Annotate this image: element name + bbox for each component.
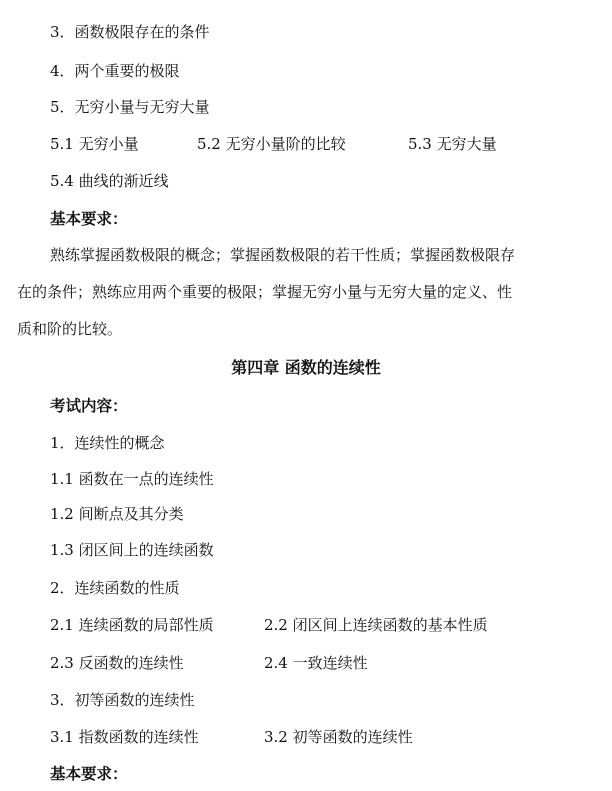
item-3-limit-conditions: 3．函数极限存在的条件: [50, 23, 210, 41]
subitem-5-1: 5.1 无穷小量: [50, 135, 139, 153]
subitem-1-3: 1.3 闭区间上的连续函数: [50, 541, 214, 559]
subitem-5-4: 5.4 曲线的渐近线: [50, 172, 169, 190]
item-1-continuity-concept: 1．连续性的概念: [50, 434, 165, 452]
basic-requirements-heading: 基本要求：: [50, 209, 128, 228]
requirements-line-3: 质和阶的比较。: [17, 320, 123, 338]
basic-requirements-heading-2: 基本要求：: [50, 764, 128, 783]
subitem-3-1: 3.1 指数函数的连续性: [50, 728, 199, 746]
subitem-2-4: 2.4 一致连续性: [264, 654, 368, 672]
item-4-important-limits: 4．两个重要的极限: [50, 62, 180, 80]
subitem-1-1: 1.1 函数在一点的连续性: [50, 470, 214, 488]
subitem-2-1: 2.1 连续函数的局部性质: [50, 616, 214, 634]
subitem-2-2: 2.2 闭区间上连续函数的基本性质: [264, 616, 488, 634]
chapter-title: 第四章 函数的连续性: [231, 358, 381, 377]
requirements-line-1: 熟练掌握函数极限的概念；掌握函数极限的若干性质；掌握函数极限存: [50, 246, 516, 264]
item-3-elementary-continuity: 3．初等函数的连续性: [50, 691, 195, 709]
requirements-line-2: 在的条件；熟练应用两个重要的极限；掌握无穷小量与无穷大量的定义、性: [17, 283, 513, 301]
subitem-5-3: 5.3 无穷大量: [408, 135, 497, 153]
exam-content-heading: 考试内容：: [50, 396, 128, 415]
item-2-continuous-properties: 2．连续函数的性质: [50, 579, 180, 597]
subitem-5-2: 5.2 无穷小量阶的比较: [197, 135, 346, 153]
subitem-2-3: 2.3 反函数的连续性: [50, 654, 184, 672]
subitem-3-2: 3.2 初等函数的连续性: [264, 728, 413, 746]
subitem-1-2: 1.2 间断点及其分类: [50, 505, 184, 523]
basic-requirements-paragraph: [17, 237, 575, 348]
item-5-infinitesimals: 5．无穷小量与无穷大量: [50, 98, 210, 116]
